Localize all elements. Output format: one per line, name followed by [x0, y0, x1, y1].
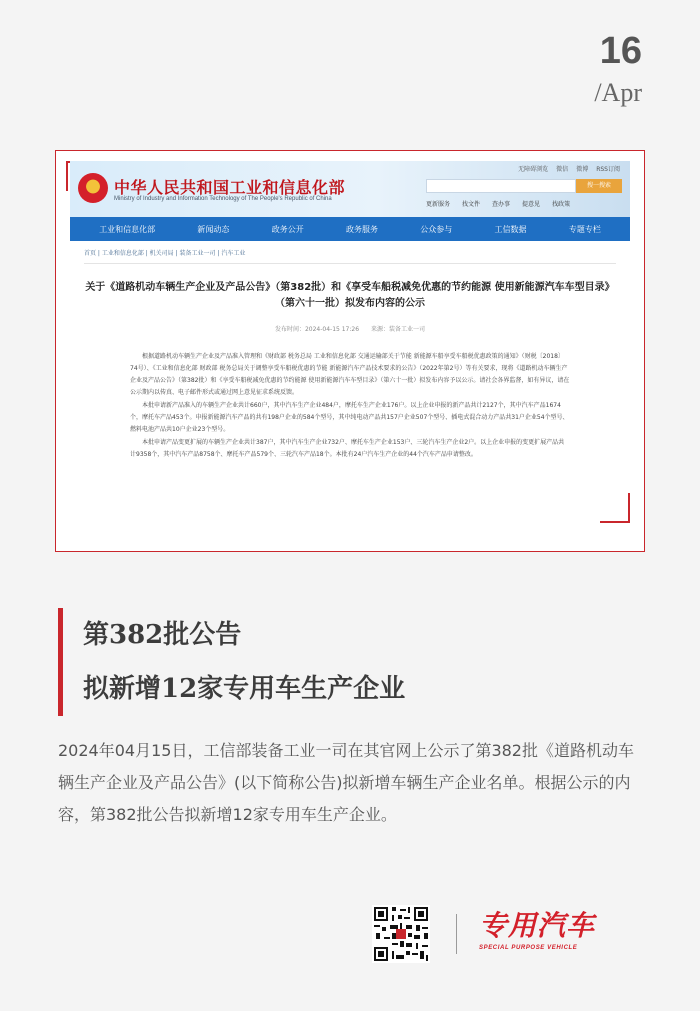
site-title: 中华人民共和国工业和信息化部 — [114, 178, 346, 197]
headline — [58, 608, 405, 716]
body-paragraph: 2024年04月15日，工信部装备工业一司在其官网上公示了第382批《道路机动车辆生产企业及产品公告》(以下简称公告)拟新增车辆生产企业名单。根据公示的内容，第382批公告拟新增12家专用车生产企业。 — [58, 741, 634, 824]
qr-code-icon[interactable] — [372, 905, 430, 963]
date-block — [594, 30, 642, 108]
breadcrumb[interactable]: 首页 | 工业和信息化部 | 机关司局 | 装备工业一司 | 汽车工业 — [84, 250, 246, 257]
article-meta: 发布时间：2024-04-15 17:26 来源：装备工业一司 — [274, 326, 426, 333]
footer-divider — [456, 914, 457, 954]
nav-item-topics[interactable]: 专题专栏 — [568, 224, 601, 234]
hot-link-policy[interactable]: 找政策 — [552, 201, 571, 208]
article-paragraph: 本批申请新产品准入的车辆生产企业共计660户，其中汽车生产企业484户，摩托车生产企业176户。以上企业申报的新产品共计2127个，其中汽车产品1674个，摩托车产品453个。申报新能源汽车产品的共有198户企业的584个型号，其中纯电动产品共157户企业507个型号、插电式混合动力产品共31户企业54个型号、燃料电池产品共10户企业23个型号。 — [130, 402, 569, 433]
nav-item-participation[interactable]: 公众参与 — [420, 224, 453, 234]
nav-item-disclosure[interactable]: 政务公开 — [271, 224, 304, 234]
breadcrumb-divider — [84, 263, 616, 264]
brand-logo — [479, 909, 639, 959]
footer — [372, 905, 639, 963]
headline-line-1: 第382批公告 — [83, 620, 242, 650]
hot-link-files[interactable]: 找文件 — [462, 201, 481, 208]
screenshot-frame — [55, 150, 645, 552]
top-links — [518, 164, 620, 173]
nav-item-ministry[interactable]: 工业和信息化部 — [99, 224, 156, 234]
site-search-button[interactable]: 搜一搜索 — [576, 179, 622, 193]
article-title: 关于《道路机动车辆生产企业及产品公告》（第382批）和《享受车船税减免优惠的节约能源 使用新能源汽车车型目录》（第六十一批）拟发布内容的公示 — [85, 282, 615, 309]
top-link-weibo[interactable]: 微博 — [576, 166, 589, 173]
hot-link-services[interactable]: 查办事 — [492, 201, 511, 208]
article-paragraph: 根据道路机动车辆生产企业及产品准入管理和《财政部 税务总局 工业和信息化部 交通运输部关于节能 新能源车船享受车船税优惠政策的通知》（财税〔2018〕74号）、《工业和信息化部 财政部 税务总局关于调整享受车船税优惠的节能 新能源汽车产品技术要求的公告》（2022年第2号）等有关要求，现将《道路机动车辆生产企业及产品公告》（第382批）和《享受车船税减免优惠的节约能源 使用新能源汽车车型目录》（第六十一批）拟发布内容予以公示。请社会各界监督，如有异议，请在公示期内以传真、电子邮件形式或通过网上意见征求系统反馈。 — [130, 353, 570, 396]
website-screenshot — [70, 161, 630, 541]
frame-corner-bottom-right — [600, 493, 630, 523]
hot-link-feedback[interactable]: 提意见 — [522, 201, 541, 208]
date-day: 16 — [599, 30, 642, 72]
top-link-wechat[interactable]: 微信 — [556, 166, 569, 173]
site-header — [70, 161, 630, 217]
article — [70, 241, 630, 470]
national-emblem-icon — [78, 173, 108, 203]
nav-item-news[interactable]: 新闻动态 — [197, 224, 230, 234]
article-paragraph: 本批申请产品变更扩展的车辆生产企业共计387户，其中汽车生产企业732户、摩托车生产企业153户、三轮汽车生产企业2户。以上企业申报的变更扩展产品共计9358个，其中汽车产品8758个、摩托车产品579个、三轮汽车产品18个。本批有24户汽车生产企业的44个汽车产品申请整改。 — [130, 439, 565, 458]
date-month: /Apr — [594, 78, 642, 107]
hot-links — [426, 199, 570, 208]
site-search-input[interactable] — [426, 179, 576, 193]
site-subtitle: Ministry of Industry and Information Technology of The People's Republic of China — [114, 196, 332, 202]
site-nav — [70, 217, 630, 241]
headline-line-2: 拟新增12家专用车生产企业 — [83, 674, 406, 704]
nav-item-services[interactable]: 政务服务 — [345, 224, 378, 234]
article-body — [84, 351, 616, 461]
nav-item-data[interactable]: 工信数据 — [494, 224, 527, 234]
top-link-accessibility[interactable]: 无障碍浏览 — [518, 166, 549, 173]
logo-text-en: SPECIAL PURPOSE VEHICLE — [479, 945, 578, 951]
top-link-rss[interactable]: RSS订阅 — [596, 166, 620, 173]
hot-link-update[interactable]: 更新服务 — [426, 201, 451, 208]
logo-text-cn: 专用汽车 — [479, 909, 596, 942]
